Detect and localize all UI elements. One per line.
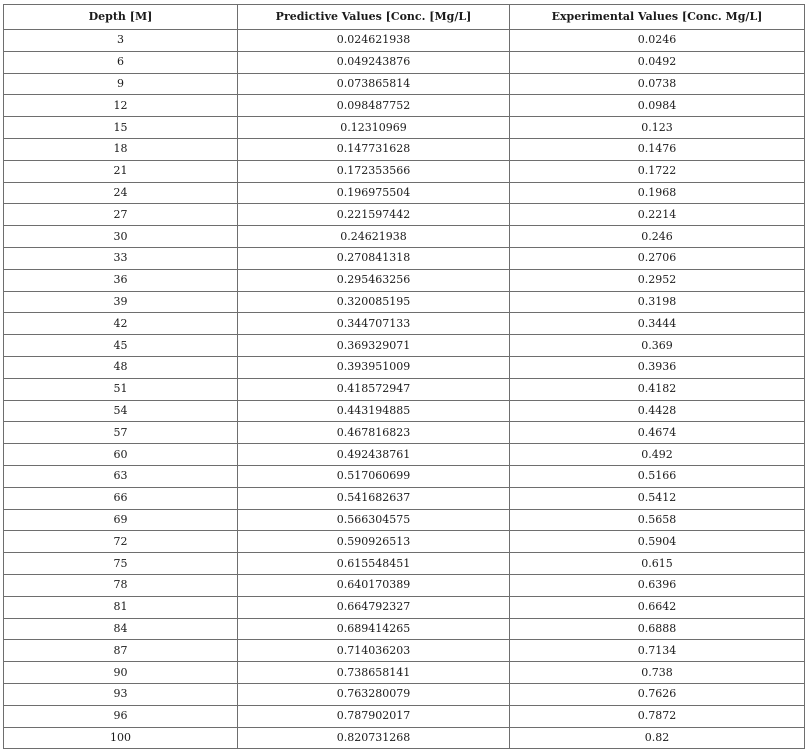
table-row [4,531,805,553]
experimental-value-cell: 0.246 [510,226,805,248]
table-row [4,51,805,73]
table-row [4,335,805,357]
predictive-value-cell: 0.344707133 [238,313,510,335]
predictive-value-cell: 0.615548451 [238,553,510,575]
table-row [4,444,805,466]
header-predictive-values: Predictive Values [Conc. [Mg/L] [238,5,510,30]
depth-cell: 81 [4,596,238,618]
depth-cell: 36 [4,269,238,291]
predictive-value-cell: 0.049243876 [238,51,510,73]
depth-cell: 51 [4,378,238,400]
predictive-value-cell: 0.147731628 [238,138,510,160]
depth-cell: 75 [4,553,238,575]
experimental-value-cell: 0.3936 [510,356,805,378]
depth-cell: 100 [4,727,238,749]
experimental-value-cell: 0.5412 [510,487,805,509]
table-row [4,618,805,640]
depth-cell: 72 [4,531,238,553]
table-row [4,204,805,226]
predictive-value-cell: 0.820731268 [238,727,510,749]
depth-cell: 48 [4,356,238,378]
table-header [4,5,805,30]
depth-cell: 84 [4,618,238,640]
depth-cell: 69 [4,509,238,531]
depth-cell: 93 [4,683,238,705]
predictive-value-cell: 0.320085195 [238,291,510,313]
experimental-value-cell: 0.0984 [510,95,805,117]
predictive-value-cell: 0.517060699 [238,465,510,487]
depth-cell: 12 [4,95,238,117]
table-row [4,574,805,596]
predictive-value-cell: 0.196975504 [238,182,510,204]
predictive-value-cell: 0.590926513 [238,531,510,553]
experimental-value-cell: 0.7626 [510,683,805,705]
predictive-value-cell: 0.369329071 [238,335,510,357]
predictive-value-cell: 0.664792327 [238,596,510,618]
predictive-value-cell: 0.073865814 [238,73,510,95]
experimental-value-cell: 0.738 [510,662,805,684]
experimental-value-cell: 0.1722 [510,160,805,182]
depth-cell: 87 [4,640,238,662]
table-row [4,30,805,52]
table-row [4,138,805,160]
table-row [4,465,805,487]
table-row [4,683,805,705]
experimental-value-cell: 0.4674 [510,422,805,444]
table-body [4,30,805,749]
experimental-value-cell: 0.82 [510,727,805,749]
experimental-value-cell: 0.1968 [510,182,805,204]
predictive-value-cell: 0.689414265 [238,618,510,640]
table-row [4,226,805,248]
depth-cell: 78 [4,574,238,596]
table-row [4,73,805,95]
depth-cell: 30 [4,226,238,248]
header-depth: Depth [M] [4,5,238,30]
experimental-value-cell: 0.0246 [510,30,805,52]
experimental-value-cell: 0.7872 [510,705,805,727]
table-row [4,596,805,618]
header-experimental-values: Experimental Values [Conc. Mg/L] [510,5,805,30]
predictive-value-cell: 0.566304575 [238,509,510,531]
predictive-value-cell: 0.418572947 [238,378,510,400]
table-row [4,705,805,727]
predictive-value-cell: 0.714036203 [238,640,510,662]
experimental-value-cell: 0.2952 [510,269,805,291]
table-row [4,422,805,444]
depth-cell: 24 [4,182,238,204]
table-row [4,553,805,575]
predictive-value-cell: 0.393951009 [238,356,510,378]
experimental-value-cell: 0.6396 [510,574,805,596]
predictive-value-cell: 0.467816823 [238,422,510,444]
depth-cell: 21 [4,160,238,182]
table-row [4,95,805,117]
depth-cell: 33 [4,247,238,269]
table-row [4,160,805,182]
experimental-value-cell: 0.369 [510,335,805,357]
experimental-value-cell: 0.6642 [510,596,805,618]
depth-cell: 18 [4,138,238,160]
predictive-value-cell: 0.221597442 [238,204,510,226]
predictive-value-cell: 0.640170389 [238,574,510,596]
table-row [4,117,805,139]
table-row [4,509,805,531]
data-table-container [3,4,804,749]
depth-concentration-table [3,4,805,749]
table-row [4,400,805,422]
experimental-value-cell: 0.3198 [510,291,805,313]
depth-cell: 42 [4,313,238,335]
experimental-value-cell: 0.1476 [510,138,805,160]
table-row [4,640,805,662]
predictive-value-cell: 0.541682637 [238,487,510,509]
predictive-value-cell: 0.763280079 [238,683,510,705]
predictive-value-cell: 0.443194885 [238,400,510,422]
experimental-value-cell: 0.2214 [510,204,805,226]
experimental-value-cell: 0.0492 [510,51,805,73]
table-row [4,487,805,509]
table-row [4,313,805,335]
depth-cell: 96 [4,705,238,727]
experimental-value-cell: 0.0738 [510,73,805,95]
table-row [4,727,805,749]
experimental-value-cell: 0.7134 [510,640,805,662]
experimental-value-cell: 0.5658 [510,509,805,531]
depth-cell: 6 [4,51,238,73]
predictive-value-cell: 0.787902017 [238,705,510,727]
table-row [4,662,805,684]
table-row [4,291,805,313]
predictive-value-cell: 0.270841318 [238,247,510,269]
depth-cell: 45 [4,335,238,357]
experimental-value-cell: 0.6888 [510,618,805,640]
experimental-value-cell: 0.4428 [510,400,805,422]
header-row [4,5,805,30]
depth-cell: 15 [4,117,238,139]
experimental-value-cell: 0.4182 [510,378,805,400]
depth-cell: 60 [4,444,238,466]
depth-cell: 39 [4,291,238,313]
experimental-value-cell: 0.5904 [510,531,805,553]
table-row [4,247,805,269]
predictive-value-cell: 0.12310969 [238,117,510,139]
predictive-value-cell: 0.492438761 [238,444,510,466]
table-row [4,182,805,204]
experimental-value-cell: 0.492 [510,444,805,466]
predictive-value-cell: 0.024621938 [238,30,510,52]
experimental-value-cell: 0.123 [510,117,805,139]
table-row [4,269,805,291]
depth-cell: 27 [4,204,238,226]
depth-cell: 66 [4,487,238,509]
predictive-value-cell: 0.172353566 [238,160,510,182]
experimental-value-cell: 0.2706 [510,247,805,269]
predictive-value-cell: 0.098487752 [238,95,510,117]
table-row [4,378,805,400]
table-row [4,356,805,378]
experimental-value-cell: 0.615 [510,553,805,575]
depth-cell: 57 [4,422,238,444]
predictive-value-cell: 0.295463256 [238,269,510,291]
predictive-value-cell: 0.24621938 [238,226,510,248]
predictive-value-cell: 0.738658141 [238,662,510,684]
depth-cell: 3 [4,30,238,52]
depth-cell: 63 [4,465,238,487]
depth-cell: 90 [4,662,238,684]
depth-cell: 9 [4,73,238,95]
depth-cell: 54 [4,400,238,422]
experimental-value-cell: 0.5166 [510,465,805,487]
experimental-value-cell: 0.3444 [510,313,805,335]
